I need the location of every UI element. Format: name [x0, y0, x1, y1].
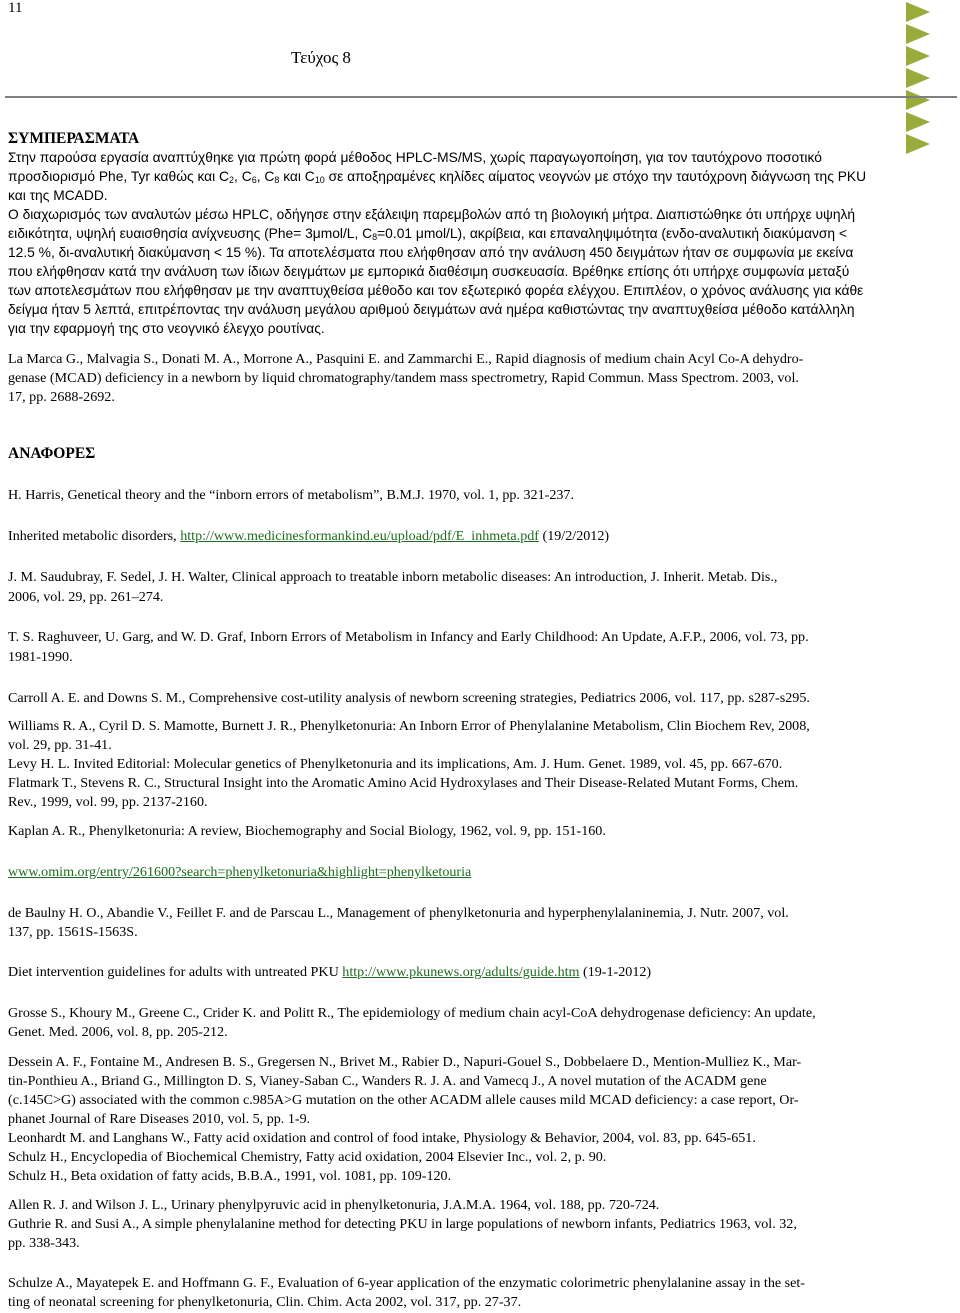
ref-dessein-line-1: Dessein A. F., Fontaine M., Andresen B. S., Gregersen N., Brivet M., Rabier D., Napuri-Gouel S., Dobbelaere D., Mention-Mulliez K., Mar-	[8, 1054, 802, 1070]
conclusions-line-10: για την εφαρμογή της στο νεογνικό έλεγχο ρουτίνας.	[8, 321, 325, 336]
issue-label: Τεύχος 8	[291, 48, 351, 67]
ref-williams-line-2: vol. 29, pp. 31-41.	[8, 737, 112, 753]
ref-grosse-line-1: Grosse S., Khoury M., Greene C., Crider K. and Politt R., The epidemiology of medium chain acyl-CoA dehydrogenase deficiency: An update,	[8, 1005, 816, 1021]
ref-guthrie-line-1: Guthrie R. and Susi A., A simple phenylalanine method for detecting PKU in large populations of newborn infants, Pediatrics 1963, vol. 32,	[8, 1216, 797, 1232]
ref-debaulny-line-2: 137, pp. 1561S-1563S.	[8, 924, 138, 940]
page-number: 11	[8, 0, 23, 16]
header-rule	[5, 96, 957, 98]
ref-guthrie-line-2: pp. 338-343.	[8, 1235, 80, 1251]
lamarca-line-1: La Marca G., Malvagia S., Donati M. A., Morrone A., Pasquini E. and Zammarchi E., Rapid diagnosis of medium chain Acyl Co-A dehydro-	[8, 351, 804, 367]
conclusions-line-6: 12.5 %, δι-αναλυτική διακύμανση < 15 %). Τα αποτελέσματα που ελήφθησαν από την ανάλυση 450 δειγμάτων ήταν σε συμφωνία με εκείνα	[8, 245, 854, 260]
ref-dessein-line-2: tin-Ponthieu A., Briand G., Millington D. S, Vianey-Saban C., Wanders R. J. A. and Vamecq J., A novel mutation of the ACADM gene	[8, 1073, 767, 1089]
ref-inherited-metabolic: Inherited metabolic disorders, http://www.medicinesformankind.eu/upload/pdf/E_inhmeta.pdf (19/2/2012)	[8, 528, 610, 544]
ref-harris: H. Harris, Genetical theory and the “inborn errors of metabolism”, B.M.J. 1970, vol. 1, pp. 321-237.	[8, 487, 574, 503]
ref-schulze-line-1: Schulze A., Mayatepek E. and Hoffmann G. F., Evaluation of 6-year application of the enzymatic colorimetric phenylalanine assay in the set-	[8, 1275, 805, 1291]
ref-flatmark-line-2: Rev., 1999, vol. 99, pp. 2137-2160.	[8, 794, 208, 810]
ref-saudubray-line-1: J. M. Saudubray, F. Sedel, J. H. Walter, Clinical approach to treatable inborn metabolic diseases: An introduction, J. Inherit. Metab. Dis.,	[8, 569, 778, 585]
ref-omim	[8, 864, 471, 881]
ref-dessein-line-3: (c.145C>G) associated with the common c.985A>G mutation on the other ACADM allele causes mild MCAD deficiency: a case report, Or-	[8, 1092, 799, 1108]
ref-diet-intervention: Diet intervention guidelines for adults with untreated PKU http://www.pkunews.org/adults/guide.htm (19-1-2012)	[8, 964, 652, 980]
ref-allen: Allen R. J. and Wilson J. L., Urinary phenylpyruvic acid in phenylketonuria, J.A.M.A. 1964, vol. 188, pp. 720-724.	[8, 1197, 660, 1213]
conclusions-line-9: δείγμα ήταν 5 λεπτά, επιτρέποντας την ανάλυση μεγάλου αριθμού δειγμάτων ανά ημέρα καθιστώντας την αναπτυχθείσα μέθοδο κατάλληλη	[8, 302, 855, 317]
conclusions-heading: ΣΥΜΠΕΡΑΣΜΑΤΑ	[8, 130, 140, 147]
lamarca-line-3: 17, pp. 2688-2692.	[8, 389, 115, 405]
ref-debaulny-line-1: de Baulny H. O., Abandie V., Feillet F. and de Parscau L., Management of phenylketonuria and hyperphenylalaninemia, J. Nutr. 2007, vol.	[8, 905, 789, 921]
ref-schulz-1: Schulz H., Encyclopedia of Biochemical Chemistry, Fatty acid oxidation, 2004 Elsevier Inc., vol. 2, p. 90.	[8, 1149, 607, 1165]
conclusions-line-5: ειδικότητα, υψηλή ευαισθησία ανίχνευσης (Phe= 3μmol/L, $C_8=0.01$ μmol/L), ακρίβεια, και επαναληψιμότητα (ενδο-αναλυτική διακύμανση <	[8, 226, 847, 242]
decorative-triangles	[904, 0, 934, 160]
ref-grosse-line-2: Genet. Med. 2006, vol. 8, pp. 205-212.	[8, 1024, 228, 1040]
link-omim[interactable]: www.omim.org/entry/261600?search=phenylketonuria&highlight=phenylketouria	[8, 864, 472, 880]
conclusions-line-2: προσδιορισμό Phe, Tyr καθώς και $C_2$, $C_6$, $C_8$ και $C_{10}$ σε αποξηραμένες κηλίδες αίματος νεογνών με στόχο την ταυτόχρονη διάγνωση της PKU	[8, 169, 867, 185]
ref-williams-line-1: Williams R. A., Cyril D. S. Mamotte, Burnett J. R., Phenylketonuria: An Inborn Error of Phenylalanine Metabolism, Clin Biochem Rev, 2008,	[8, 718, 810, 734]
conclusions-line-7: που ελήφθησαν κατά την ανάλυση των ίδιων δειγμάτων με εμπορικά διαθέσιμη συσκευασία. Βρέθηκε επίσης ότι υπήρχε συμφωνία μεταξύ	[8, 264, 850, 279]
link-medicinesformankind[interactable]: http://www.medicinesformankind.eu/upload/pdf/E_inhmeta.pdf	[180, 528, 539, 544]
ref-schulze-line-2: ting of neonatal screening for phenylketonuria, Clin. Chim. Acta 2002, vol. 317, pp. 27-37.	[8, 1294, 522, 1310]
conclusions-line-4: Ο διαχωρισμός των αναλυτών μέσω HPLC, οδήγησε στην εξάλειψη παρεμβολών από τη βιολογική μήτρα. Διαπιστώθηκε ότι υπήρχε υψηλή	[8, 207, 856, 222]
ref-raghuveer-line-2: 1981-1990.	[8, 649, 73, 665]
link-pkunews[interactable]: http://www.pkunews.org/adults/guide.htm	[342, 964, 580, 980]
ref-kaplan: Kaplan A. R., Phenylketonuria: A review, Biochemography and Social Biology, 1962, vol. 9, pp. 151-160.	[8, 823, 606, 839]
ref-dessein-line-4: phanet Journal of Rare Diseases 2010, vol. 5, pp. 1-9.	[8, 1111, 311, 1127]
ref-saudubray-line-2: 2006, vol. 29, pp. 261–274.	[8, 589, 164, 605]
conclusions-line-1: Στην παρούσα εργασία αναπτύχθηκε για πρώτη φορά μέθοδος HPLC-MS/MS, χωρίς παραγωγοποίηση, για τον ταυτόχρονο ποσοτικό	[8, 150, 822, 165]
ref-levy: Levy H. L. Invited Editorial: Molecular genetics of Phenylketonuria and its implications, Am. J. Hum. Genet. 1989, vol. 45, pp. 667-670.	[8, 756, 783, 772]
references-heading: ΑΝΑΦΟΡΕΣ	[8, 445, 96, 462]
ref-carroll: Carroll A. E. and Downs S. M., Comprehensive cost-utility analysis of newborn screening strategies, Pediatrics 2006, vol. 117, pp. s287-s295.	[8, 690, 810, 706]
conclusions-line-8: των αποτελεσμάτων που ελήφθησαν με την αναπτυχθείσα μέθοδο και τον εξωτερικό φορέα ελέγχου. Επιπλέον, ο χρόνος ανάλυσης για κάθε	[8, 283, 864, 298]
ref-schulz-2: Schulz H., Beta oxidation of fatty acids, B.B.A., 1991, vol. 1081, pp. 109-120.	[8, 1168, 452, 1184]
ref-leonhardt: Leonhardt M. and Langhans W., Fatty acid oxidation and control of food intake, Physiology & Behavior, 2004, vol. 83, pp. 645-651.	[8, 1130, 756, 1146]
ref-raghuveer-line-1: T. S. Raghuveer, U. Garg, and W. D. Graf, Inborn Errors of Metabolism in Infancy and Early Childhood: An Update, A.F.P., 2006, vol. 73, pp.	[8, 629, 809, 645]
ref-flatmark-line-1: Flatmark T., Stevens R. C., Structural Insight into the Aromatic Amino Acid Hydroxylases and Their Disease-Related Mutant Forms, Chem.	[8, 775, 799, 791]
conclusions-line-3: και της MCADD.	[8, 188, 108, 203]
lamarca-line-2: genase (MCAD) deficiency in a newborn by liquid chromatography/tandem mass spectrometry, Rapid Commun. Mass Spectrom. 2003, vol.	[8, 370, 799, 386]
